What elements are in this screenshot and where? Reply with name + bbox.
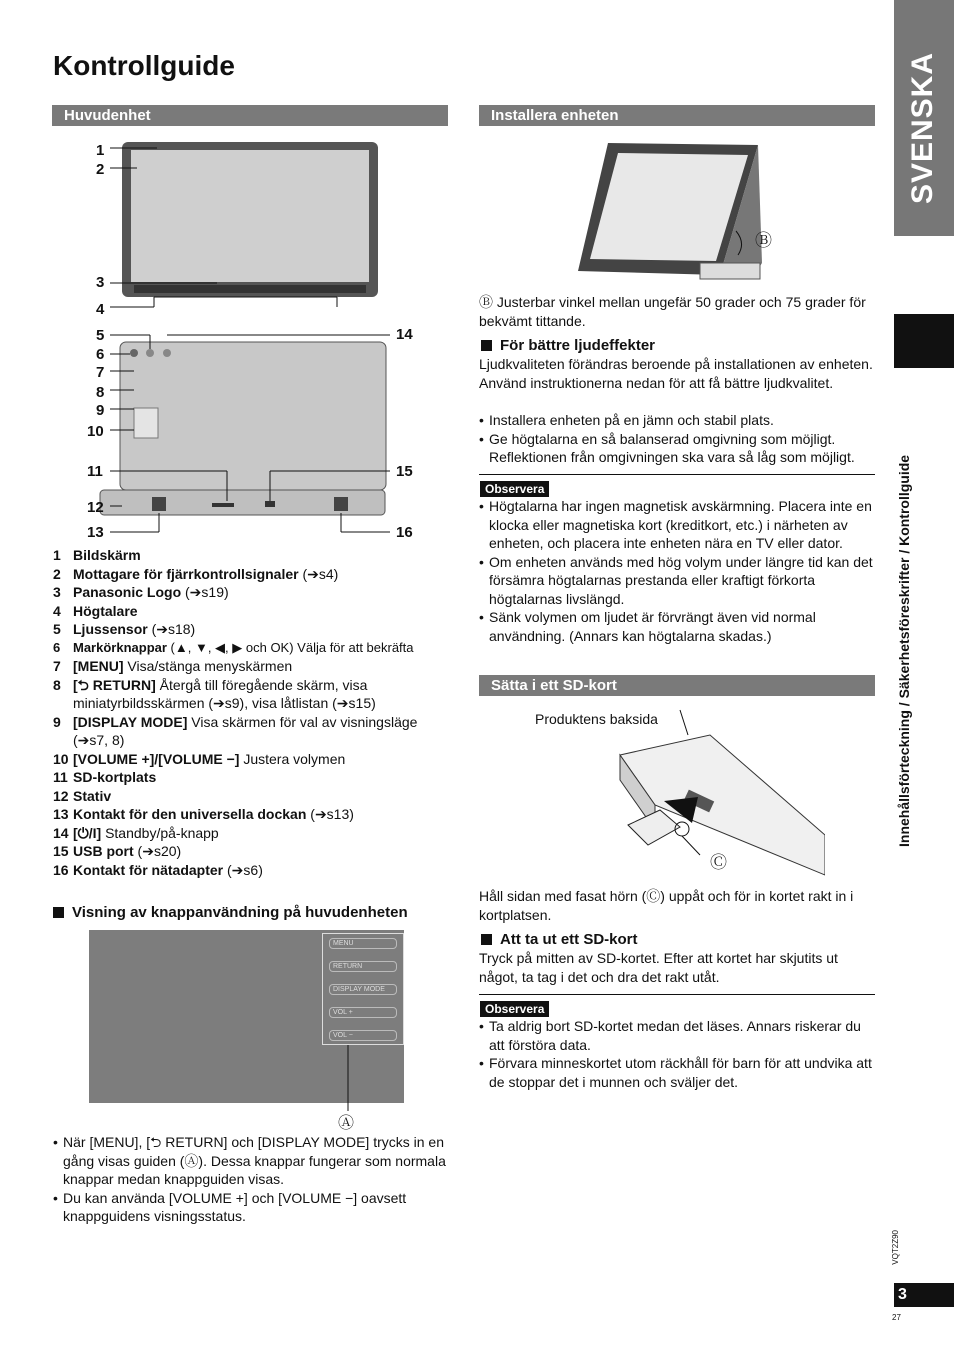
list-item: • Högtalarna har ingen magnetisk avskärmning. Placera inte en klocka eller magnetiska kort (kreditkort, etc.) i närheten av enheten, och placera inte enheten nära en TV eller dator. <box>479 497 879 553</box>
usb-port <box>265 501 275 507</box>
install-marker-b: Ⓑ <box>755 231 772 250</box>
callout-8: 8 <box>96 384 105 401</box>
sd-marker-c: Ⓒ <box>710 853 727 872</box>
install-observe-bullets <box>479 497 879 645</box>
divider <box>479 994 875 995</box>
callout-6: 6 <box>96 346 105 363</box>
remove-text: Tryck på mitten av SD-kortet. Efter att kortet har skjutits ut något, ta tag i det och dra det rakt utåt. <box>479 950 838 985</box>
callout-10: 10 <box>87 423 104 440</box>
main-unit-heading: Huvudenhet <box>52 105 448 126</box>
list-item: 6 Markörknappar (▲, ▼, ◀, ▶ och OK) Välja för att bekräfta <box>53 639 414 655</box>
list-item: • När [MENU], [⮌ RETURN] och [DISPLAY MODE] trycks in en gång visas guiden (Ⓐ). Dessa knappar fungerar som normala knappar medan knappguiden visas. <box>53 1133 448 1189</box>
list-item: 5 Ljussensor (➔s18) <box>53 621 196 637</box>
callout-16: 16 <box>396 524 413 541</box>
list-item: 10 [VOLUME +]/[VOLUME −] Justera volymen <box>53 750 346 767</box>
list-item: 2 Mottagare för fjärrkontrollsignaler (➔s4) <box>53 565 339 582</box>
square-bullet-icon <box>481 934 492 945</box>
language-tab <box>894 0 954 236</box>
guide-marker-a: Ⓐ <box>338 1115 355 1132</box>
list-item: • Om enheten används med hög volym under längre tid kan det försämra högtalarnas prestanda eller kraftigt förkorta högtalarnas livslängd. <box>479 553 879 609</box>
list-item: 9 [DISPLAY MODE] Visa skärmen för val av visningsläge (➔s7, 8) <box>53 713 418 748</box>
guide-leader-line <box>340 1045 360 1115</box>
guide-button-vol-down: VOL − <box>329 1030 397 1041</box>
section-marker <box>894 314 954 368</box>
list-item: • Installera enheten på en jämn och stabil plats. <box>479 411 879 430</box>
list-item: • Du kan använda [VOLUME +] och [VOLUME −] oavsett knappguidens visningsstatus. <box>53 1189 448 1226</box>
page-number: 3 <box>894 1283 954 1307</box>
dock-connector <box>152 497 166 511</box>
callout-14: 14 <box>396 326 413 343</box>
sound-bullets <box>479 411 879 467</box>
guide-button-vol-up: VOL + <box>329 1007 397 1018</box>
sd-card <box>628 810 680 845</box>
stand-base <box>700 263 760 279</box>
square-bullet-icon <box>53 907 64 918</box>
volume-buttons <box>134 408 158 438</box>
callout-13: 13 <box>87 524 104 541</box>
page-index: 27 <box>892 1313 901 1322</box>
light-sensor-icon <box>146 349 154 357</box>
doc-code: VQT2Z90 <box>891 1230 900 1265</box>
parts-list <box>53 546 448 879</box>
square-bullet-icon <box>481 340 492 351</box>
diagram-label: Produktens baksida <box>535 711 658 727</box>
standby-button-icon <box>163 349 171 357</box>
callout-2: 2 <box>96 161 105 178</box>
install-heading: Installera enheten <box>479 105 875 126</box>
sd-slot <box>212 503 234 507</box>
main-unit-diagram <box>52 135 448 545</box>
list-item: 16 Kontakt för nätadapter (➔s6) <box>53 861 263 878</box>
observe-badge: Observera <box>480 1001 549 1017</box>
list-item: 15 USB port (➔s20) <box>53 843 182 859</box>
guide-button-display-mode: DISPLAY MODE <box>329 984 397 995</box>
screen <box>131 150 369 282</box>
list-item: 3 Panasonic Logo (➔s19) <box>53 584 229 600</box>
section-path: Innehållsförteckning / Säkerhetsföreskrifter / Kontrollguide <box>896 454 912 847</box>
cursor-buttons-icon <box>130 349 138 357</box>
page-title: Kontrollguide <box>53 50 235 81</box>
list-item: 12 Stativ <box>53 787 112 804</box>
sd-heading: Sätta i ett SD-kort <box>479 675 875 696</box>
list-item: 1 Bildskärm <box>53 547 141 563</box>
callout-4: 4 <box>96 301 105 318</box>
divider <box>479 474 875 475</box>
list-item: 11 SD-kortplats <box>53 769 157 785</box>
list-item: 4 Högtalare <box>53 602 138 619</box>
guide-button-return: RETURN <box>329 961 397 972</box>
marker-leader <box>682 836 700 855</box>
back-panel <box>120 342 386 490</box>
guide-heading: Visning av knappanvändning på huvudenheten <box>53 904 408 921</box>
guide-notes <box>53 1133 448 1226</box>
sound-text: Ljudkvaliteten förändras beroende på installationen av enheten. Använd instruktionerna nedan för att få bättre ljudkvalitet. <box>479 356 873 391</box>
callout-15: 15 <box>396 463 413 480</box>
sd-observe-bullets <box>479 1017 879 1091</box>
callout-7: 7 <box>96 364 105 381</box>
list-item: • Ge högtalarna en så balanserad omgivning som möjligt. Reflektionen från omgivningen ska vara så låg som möjligt. <box>479 430 879 467</box>
label-leader <box>680 710 688 735</box>
angle-note: Ⓑ Justerbar vinkel mellan ungefär 50 grader och 75 grader för bekvämt tittande. <box>479 294 866 329</box>
list-item: 7 [MENU] Visa/stänga menyskärmen <box>53 658 293 674</box>
button-guide-panel <box>322 933 404 1045</box>
list-item: 13 Kontakt för den universella dockan (➔s13) <box>53 806 354 822</box>
list-item: • Ta aldrig bort SD-kortet medan det läses. Annars riskerar du att förstöra data. <box>479 1017 879 1054</box>
list-item: • Förvara minneskortet utom räckhåll för barn för att undvika att de stoppar det i munnen och sväljer det. <box>479 1054 879 1091</box>
observe-badge: Observera <box>480 481 549 497</box>
list-item: • Sänk volymen om ljudet är förvrängt även vid normal användning. (Annars kan högtalarna skadas.) <box>479 608 879 645</box>
callout-3: 3 <box>96 274 105 291</box>
sd-insert-text: Håll sidan med fasat hörn (Ⓒ) uppåt och för in kortet rakt in i kortplatsen. <box>479 888 854 923</box>
sound-heading: För bättre ljudeffekter <box>481 337 655 354</box>
list-item: 14 [⏻/I] Standby/på-knapp <box>53 824 219 841</box>
list-item: 8 [⮌ RETURN] Återgå till föregående skärm, visa miniatyrbildsskärmen (➔s9), visa låtlistan (➔s15) <box>53 676 376 711</box>
callout-12: 12 <box>87 499 104 516</box>
tilted-unit-illustration <box>570 135 770 290</box>
speaker-grille <box>134 285 366 293</box>
callout-11: 11 <box>87 463 103 480</box>
guide-button-menu: MENU <box>329 938 397 949</box>
callout-1: 1 <box>96 142 105 159</box>
dc-in-jack <box>334 497 348 511</box>
callout-5: 5 <box>96 327 105 344</box>
language-label: SVENSKA <box>906 52 939 205</box>
callout-9: 9 <box>96 402 105 419</box>
remove-heading: Att ta ut ett SD-kort <box>481 931 638 948</box>
